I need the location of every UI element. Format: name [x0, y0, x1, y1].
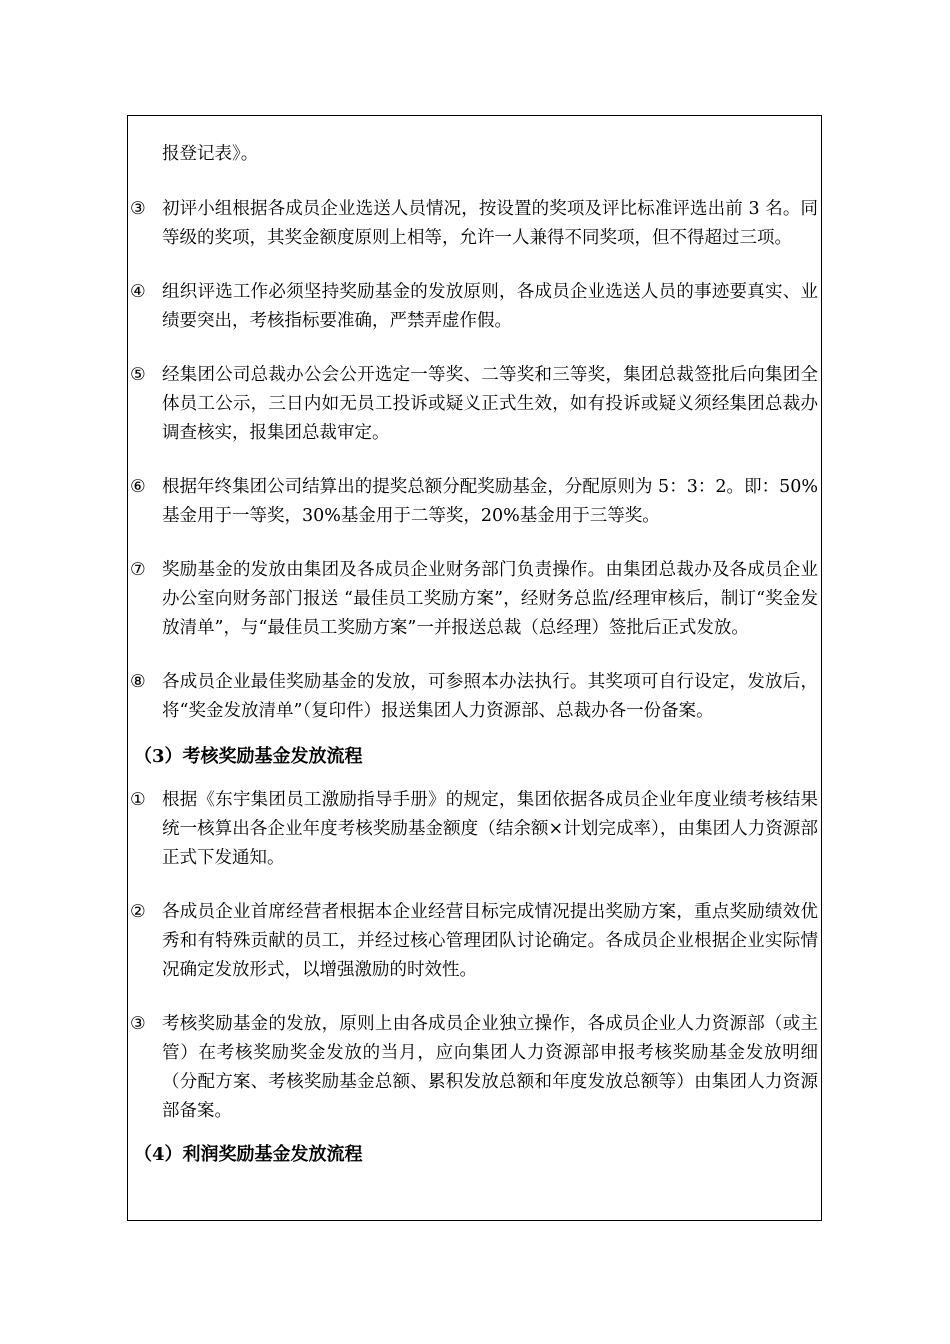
item-text: 根据年终集团公司结算出的提奖总额分配奖励基金，分配原则为 5：3：2。即：50%基金用于一等奖，30%基金用于二等奖，20%基金用于三等奖。: [162, 477, 818, 526]
list-item: [130, 1010, 822, 1126]
item-number: ③: [130, 1014, 146, 1034]
item-number: ③: [130, 199, 146, 219]
item-text: 初评小组根据各成员企业选送人员情况，按设置的奖项及评比标准评选出前 3 名。同等级的奖项，其奖金额度原则上相等，允许一人兼得不同奖项，但不得超过三项。: [162, 199, 818, 248]
continuation-text: 报登记表》。: [162, 144, 259, 164]
item-number: ①: [130, 790, 146, 810]
item-text: 各成员企业最佳奖励基金的发放，可参照本办法执行。其奖项可自行设定，发放后，将“奖金发放清单”（复印件）报送集团人力资源部、总裁办各一份备案。: [162, 672, 818, 721]
item-number: ②: [130, 902, 146, 922]
item-text: 考核奖励基金的发放，原则上由各成员企业独立操作，各成员企业人力资源部（或主管）在考核奖励奖金发放的当月，应向集团人力资源部申报考核奖励基金发放明细（分配方案、考核奖励基金总额、累积发放总额和年度发放总额等）由集团人力资源部备案。: [162, 1014, 818, 1121]
item-text: 根据《东宇集团员工激励指导手册》的规定，集团依据各成员企业年度业绩考核结果统一核算出各企业年度考核奖励基金额度（结余额×计划完成率），由集团人力资源部正式下发通知。: [162, 790, 818, 868]
item-number: ⑤: [130, 365, 146, 385]
list-item: [130, 898, 822, 985]
item-text: 各成员企业首席经营者根据本企业经营目标完成情况提出奖励方案，重点奖励绩效优秀和有特殊贡献的员工，并经过核心管理团队讨论确定。各成员企业根据企业实际情况确定发放形式，以增强激励的时效性。: [162, 902, 818, 980]
list-item: [130, 195, 822, 253]
list-item: [130, 786, 822, 873]
item-number: ⑥: [130, 477, 146, 497]
list-item: [130, 278, 822, 336]
item-text: 经集团公司总裁办公会公开选定一等奖、二等奖和三等奖，集团总裁签批后向集团全体员工公示，三日内如无员工投诉或疑义正式生效，如有投诉或疑义须经集团总裁办调查核实，报集团总裁审定。: [162, 365, 818, 443]
section-heading: （3）考核奖励基金发放流程: [134, 746, 363, 767]
item-text: 组织评选工作必须坚持奖励基金的发放原则，各成员企业选送人员的事迹要真实、业绩要突出，考核指标要准确，严禁弄虚作假。: [162, 282, 818, 331]
list-item: [130, 556, 822, 643]
item-number: ⑦: [130, 560, 146, 580]
list-item: [130, 361, 822, 448]
item-number: ④: [130, 282, 146, 302]
item-number: ⑧: [130, 672, 146, 692]
list-item: [130, 473, 822, 531]
document-body: [130, 140, 822, 1170]
section-heading: （4）利润奖励基金发放流程: [134, 1144, 363, 1165]
item-text: 奖励基金的发放由集团及各成员企业财务部门负责操作。由集团总裁办及各成员企业办公室向财务部门报送 “最佳员工奖励方案”，经财务总监/经理审核后，制订“奖金发放清单”，与“最佳员工奖励方案”一并报送总裁（总经理）签批后正式发放。: [162, 560, 818, 638]
list-item: [130, 668, 822, 726]
